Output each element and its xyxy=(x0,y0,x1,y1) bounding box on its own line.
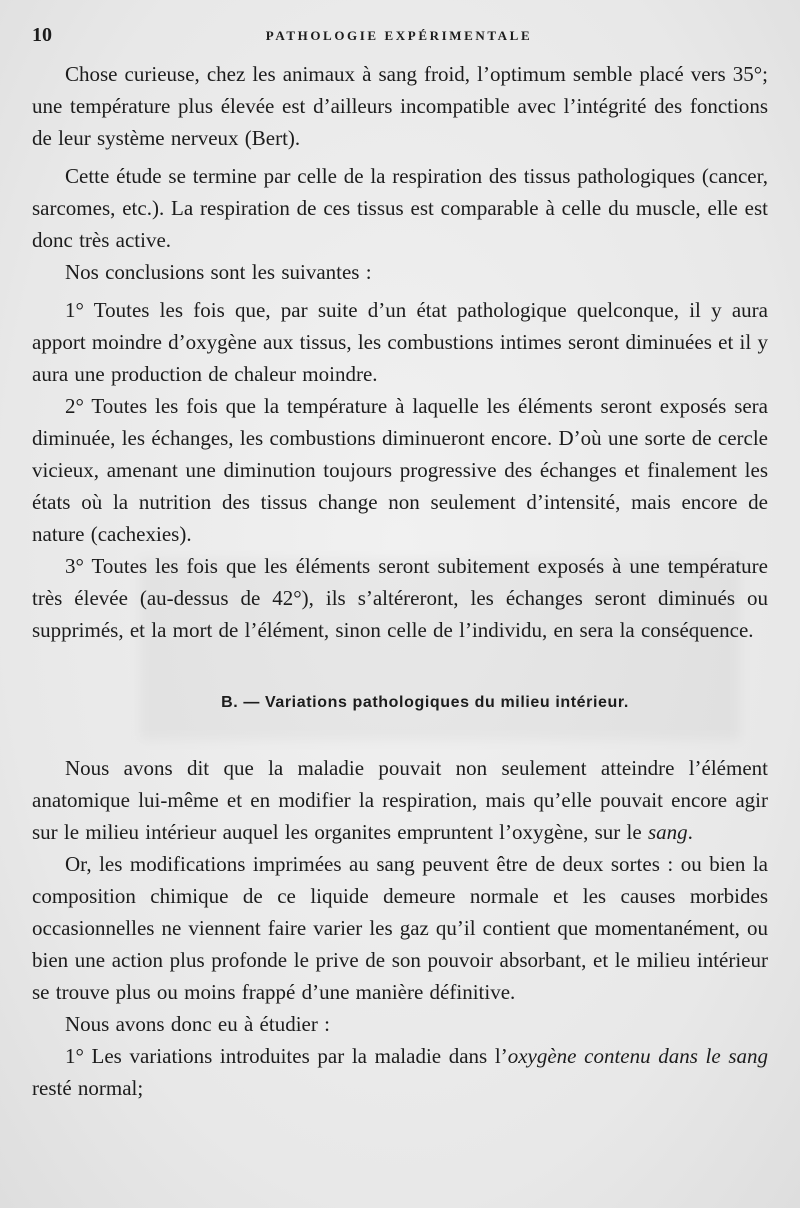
conclusion-item-2: 2° Toutes les fois que la température à laquelle les éléments seront exposés sera diminuée, les échanges, les combustions diminueront encore. D’où une sorte de cercle vicieux, amenant une diminution toujours progressive des échanges et finalement les états où la nutrition des tissus change non seulement d’intensité, mais encore de nature (cachexies). xyxy=(32,394,768,546)
paragraph-cold-blooded: Chose curieuse, chez les animaux à sang froid, l’optimum semble placé vers 35°; une température plus élevée est d’ailleurs incompatible avec l’intégrité des fonctions de leur système nerveux (Bert). xyxy=(32,62,768,150)
text-run: Nous avons dit que la maladie pouvait non seulement atteindre l’élément anatomique lui-même et en modifier la respiration, mais qu’elle pouvait encore agir sur le milieu intérieur auquel les organites empruntent l’oxygène, sur le xyxy=(32,756,768,844)
body-text xyxy=(32,58,768,1104)
italic-term: sang xyxy=(647,820,688,844)
paragraph-blood-modifications: Or, les modifications imprimées au sang peuvent être de deux sortes : ou bien la composition chimique de ce liquide demeure normale et les causes morbides occasionnelles ne viennent faire varier les gaz qu’il contient que momentanément, ou bien une action plus profonde le prive de son pouvoir absorbant, et le milieu intérieur se trouve plus ou moins frappé d’une manière définitive. xyxy=(32,852,768,1004)
conclusion-item-3: 3° Toutes les fois que les éléments seront subitement exposés à une température très élevée (au-dessus de 42°), ils s’altéreront, les échanges seront diminués ou supprimés, et la mort de l’élément, sinon celle de l’individu, en sera la conséquence. xyxy=(32,554,768,642)
text-run: 1° Les variations introduites par la maladie dans l’ xyxy=(65,1044,508,1068)
paragraph-study-intro: Nous avons donc eu à étudier : xyxy=(65,1012,330,1036)
conclusion-item-1: 1° Toutes les fois que, par suite d’un état pathologique quelconque, il y aura apport moindre d’oxygène aux tissus, les combustions intimes seront diminuées et il y aura une production de chaleur moindre. xyxy=(32,298,768,386)
running-head: PATHOLOGIE EXPÉRIMENTALE xyxy=(265,28,533,43)
text-run: . xyxy=(687,820,693,844)
study-item-1 xyxy=(32,1040,768,1104)
section-heading: B. — Variations pathologiques du milieu intérieur. xyxy=(221,694,629,711)
paragraph-pathological-tissues: Cette étude se termine par celle de la respiration des tissus pathologiques (cancer, sarcomes, etc.). La respiration de ces tissus est comparable à celle du muscle, elle est donc très active. xyxy=(32,164,768,252)
text-run: resté normal; xyxy=(32,1076,144,1100)
page-header xyxy=(32,24,766,46)
paragraph-conclusions-intro: Nos conclusions sont les suivantes : xyxy=(65,260,372,284)
paragraph-internal-milieu xyxy=(32,752,768,848)
page-number: 10 xyxy=(32,24,52,46)
italic-term: oxygène contenu dans le sang xyxy=(507,1044,769,1068)
